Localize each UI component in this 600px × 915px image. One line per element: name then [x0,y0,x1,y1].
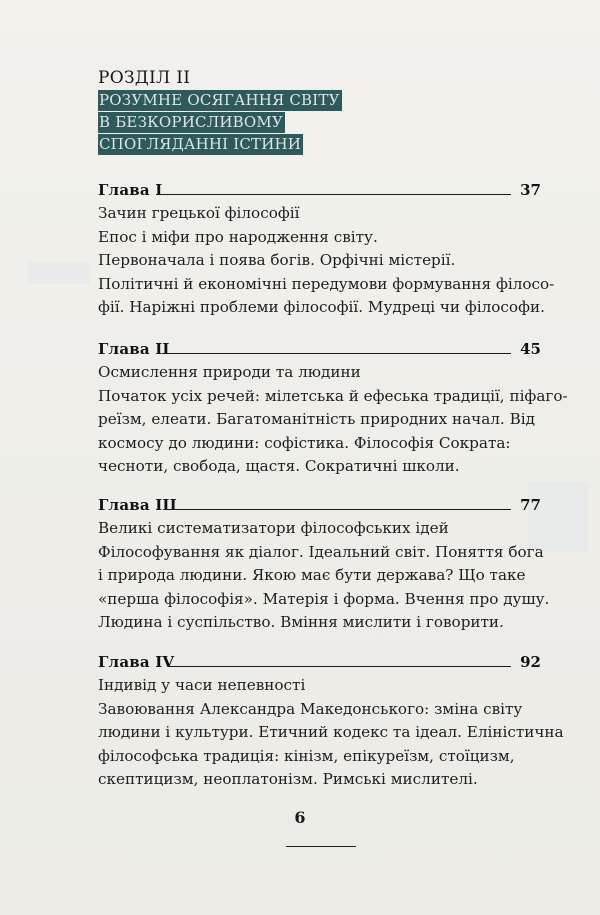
chapter-summary-line: Політичні й економічні передумови формування філосо- [98,274,555,293]
section-heading [98,67,438,155]
chapter-label: Глава І [98,181,163,199]
toc-chapter [98,651,564,792]
chapter-summary-line: Первоначала і поява богів. Орфічні містерії. [98,251,456,269]
chapter-summary-line: фії. Наріжні проблеми філософії. Мудреці чи філософи. [98,298,545,316]
show-through-mark [28,262,90,284]
chapter-summary-line: філософська традиція: кінізм, епікуреїзм, стоїцизм, [98,746,515,765]
toc-chapter-header[interactable] [98,338,541,360]
chapter-page-number: 37 [520,181,541,199]
leader-rule [166,509,511,510]
chapter-title: Зачин грецької філософії [98,204,300,222]
leader-rule [162,353,511,354]
chapter-label: Глава ІІІ [98,496,177,514]
chapter-title: Осмислення природи та людини [98,363,361,381]
chapter-summary-line: космосу до людини: софістика. Філософія Сократа: [98,433,511,452]
toc-chapter [98,494,550,635]
section-title-line: В БЕЗКОРИСЛИВОМУ [99,113,283,131]
chapter-page-number: 45 [520,340,541,358]
chapter-summary-line: чесноти, свобода, щастя. Сократичні школи. [98,457,460,475]
leader-rule [168,666,511,667]
chapter-title: Великі систематизатори філософських ідей [98,519,449,537]
chapter-summary-line: Початок усіх речей: мілетська й ефеська традиції, піфаго- [98,386,568,405]
chapter-summary-line: «перша філософія». Матерія і форма. Вчення про душу. [98,589,550,608]
toc-chapter [98,179,555,320]
page-number: 6 [294,808,306,827]
chapter-label: Глава IV [98,653,175,671]
leader-rule [158,194,511,195]
chapter-summary-line: людини і культури. Етичний кодекс та ідеал. Еліністична [98,723,564,741]
section-title-line: РОЗУМНЕ ОСЯГАННЯ СВІТУ [99,91,340,109]
chapter-summary-line: скептицизм, неоплатонізм. Римські мислителі. [98,770,478,788]
chapter-summary-line: і природа людини. Якою має бути держава? Що таке [98,566,526,584]
toc-chapter [98,338,568,479]
section-title-line: СПОГЛЯДАННІ ІСТИНИ [99,135,302,153]
chapter-summary-line: Філософування як діалог. Ідеальний світ. Поняття бога [98,542,544,561]
chapter-page-number: 92 [520,653,541,671]
chapter-label: Глава ІІ [98,340,170,358]
toc-chapter-header[interactable] [98,651,541,673]
chapter-summary-line: Людина і суспільство. Вміння мислити і говорити. [98,613,504,631]
toc-chapter-header[interactable] [98,494,541,516]
section-number: РОЗДІЛ ІІ [98,68,191,88]
chapter-summary-line: Завоювання Александра Македонського: зміна світу [98,699,523,718]
page-number-rule [286,846,356,847]
chapter-summary-line: Епос і міфи про народження світу. [98,227,378,246]
chapter-summary-line: реїзм, елеати. Багатоманітність природних начал. Від [98,410,535,428]
toc-chapter-header[interactable] [98,179,541,201]
chapter-page-number: 77 [520,496,541,514]
chapter-title: Індивід у часи непевності [98,676,306,694]
